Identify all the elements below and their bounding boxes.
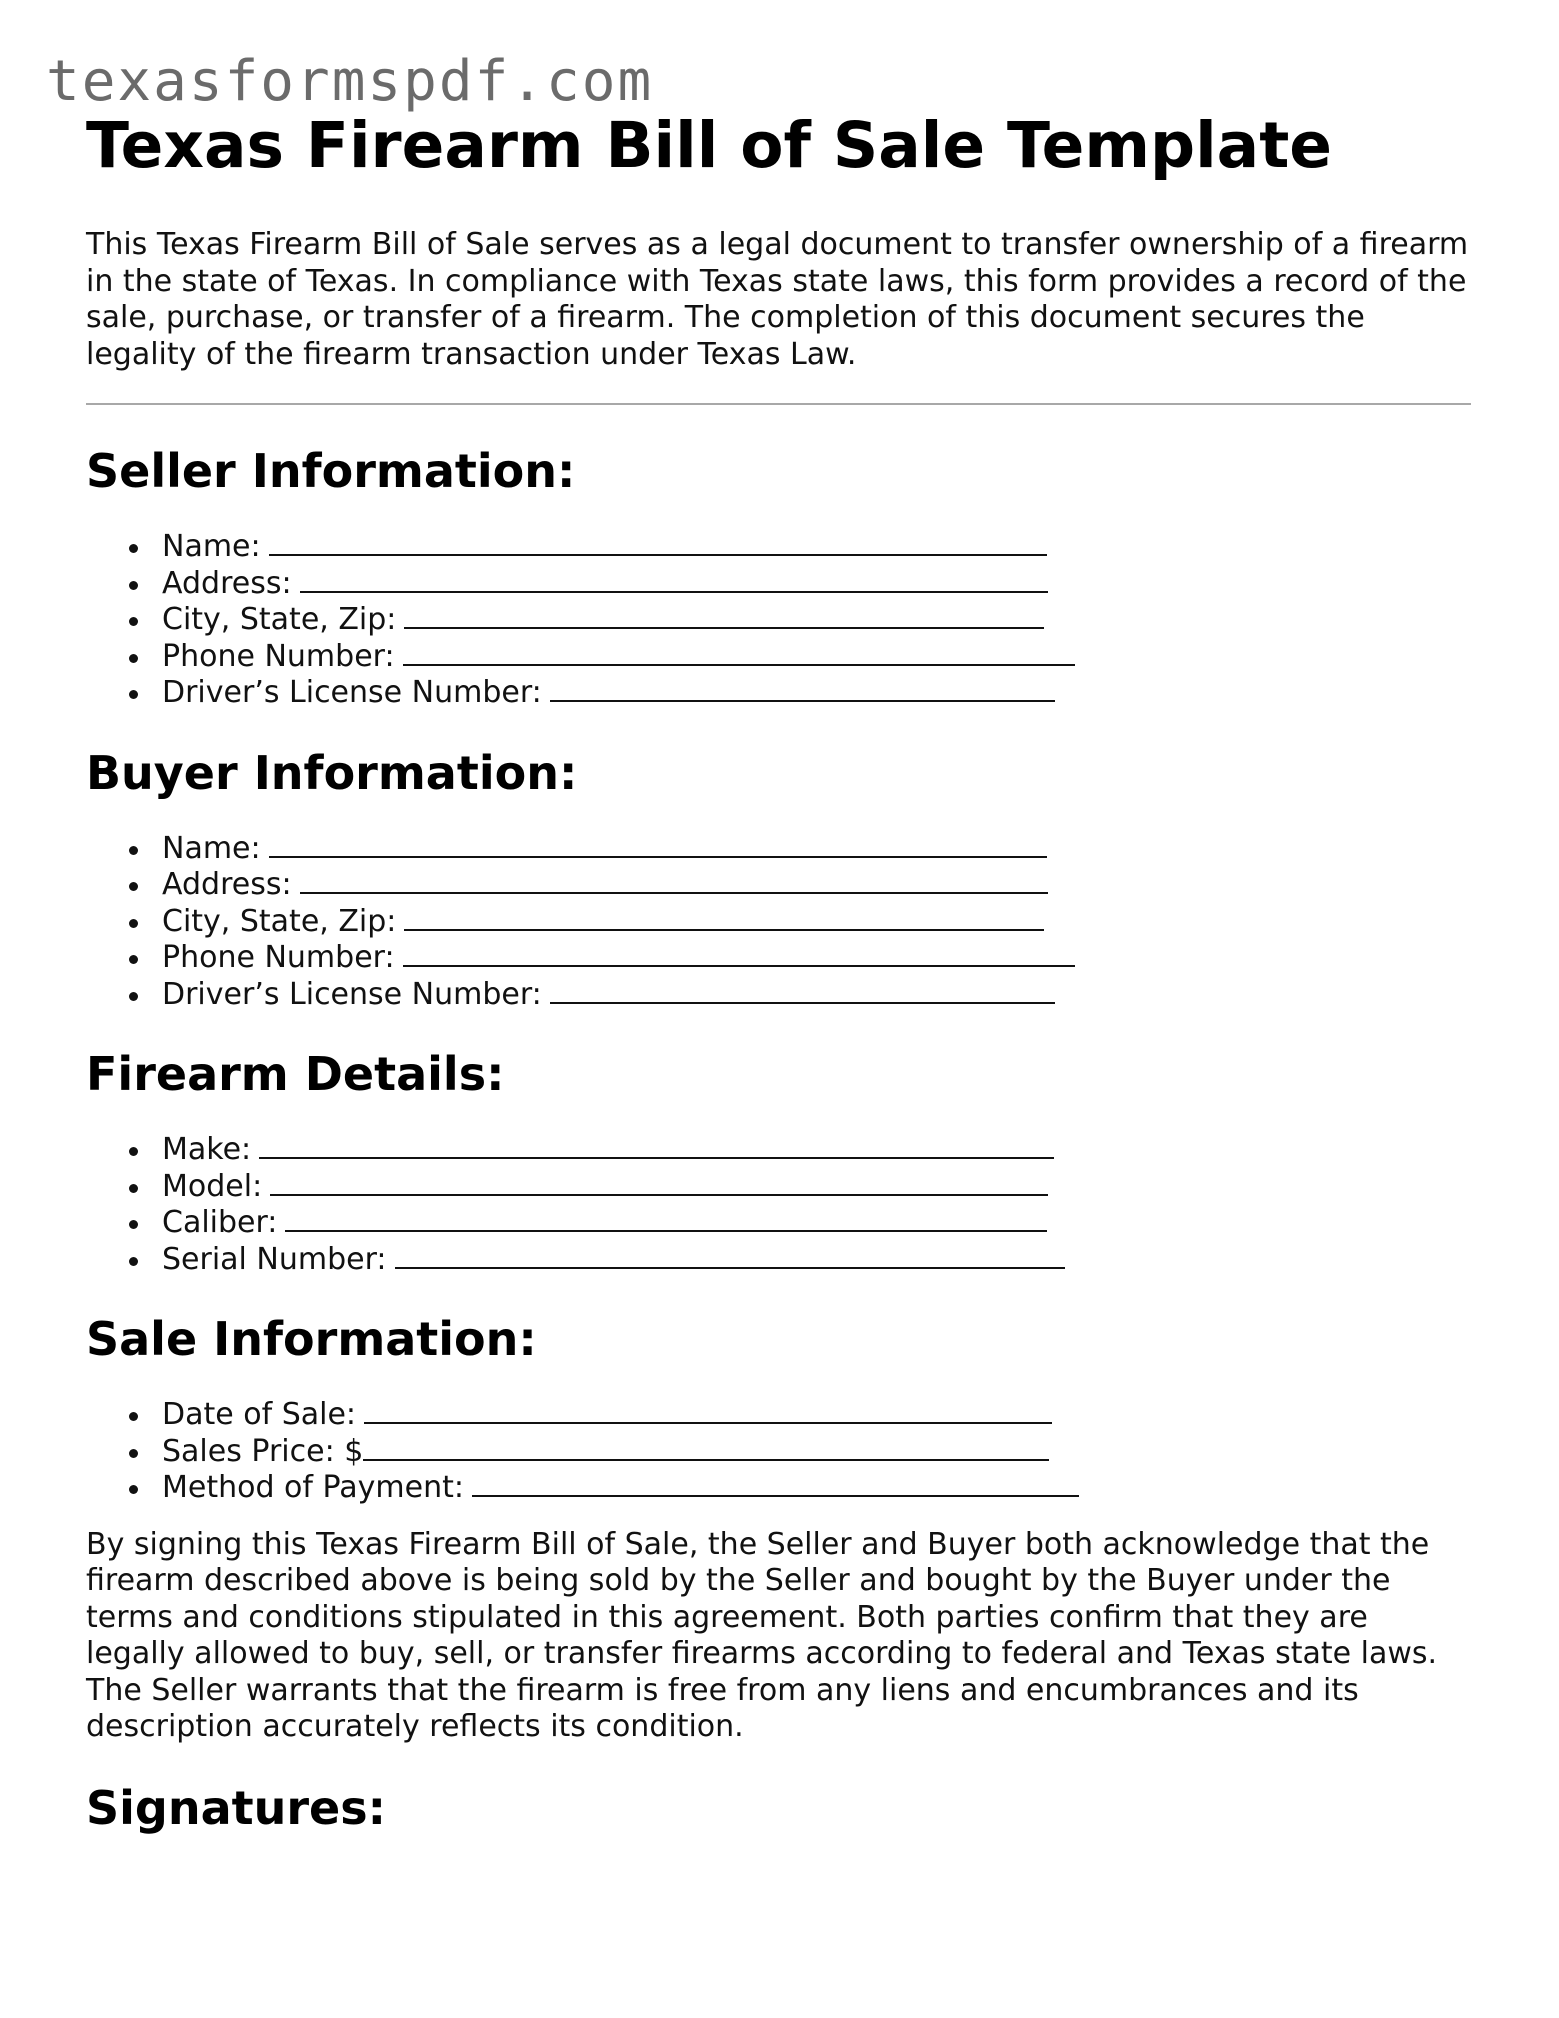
buyer-fields-list <box>86 831 1471 1014</box>
seller-city-state-zip-blank[interactable] <box>404 626 1044 629</box>
buyer-license-blank[interactable] <box>550 1001 1055 1004</box>
field-label: Address: <box>162 867 292 902</box>
firearm-caliber-blank[interactable] <box>285 1229 1047 1232</box>
buyer-name-blank[interactable] <box>269 855 1047 858</box>
buyer-city-state-zip-blank[interactable] <box>404 928 1044 931</box>
seller-name-blank[interactable] <box>269 553 1047 556</box>
page-title: Texas Firearm Bill of Sale Template <box>86 109 1333 182</box>
firearm-serial-field <box>86 1242 1471 1279</box>
sale-date-blank[interactable] <box>364 1421 1052 1424</box>
firearm-model-blank[interactable] <box>270 1193 1048 1196</box>
document-body <box>86 105 1471 1836</box>
firearm-caliber-field <box>86 1205 1471 1242</box>
sale-date-field <box>86 1397 1471 1434</box>
firearm-model-field <box>86 1169 1471 1206</box>
seller-fields-list <box>86 529 1471 712</box>
seller-address-field <box>86 566 1471 603</box>
field-label: Caliber: <box>162 1205 278 1240</box>
sale-payment-method-blank[interactable] <box>472 1494 1079 1497</box>
buyer-address-blank[interactable] <box>300 891 1048 894</box>
sale-fields-list <box>86 1397 1471 1507</box>
buyer-heading: Buyer Information: <box>86 745 578 800</box>
buyer-license-field <box>86 977 1471 1014</box>
buyer-name-field <box>86 831 1471 868</box>
firearm-make-field <box>86 1132 1471 1169</box>
sale-price-field <box>86 1434 1471 1471</box>
divider <box>86 403 1471 405</box>
sale-price-blank[interactable] <box>363 1458 1049 1461</box>
buyer-phone-field <box>86 940 1471 977</box>
field-label: Model: <box>162 1168 263 1204</box>
seller-phone-blank[interactable] <box>403 663 1075 666</box>
firearm-serial-blank[interactable] <box>395 1266 1065 1269</box>
field-label: Serial Number: <box>162 1241 387 1277</box>
field-label: Address: <box>162 565 292 601</box>
sale-heading: Sale Information: <box>86 1312 537 1366</box>
field-label: Date of Sale: <box>162 1397 357 1432</box>
field-label: Method of Payment: <box>162 1470 464 1505</box>
seller-license-blank[interactable] <box>550 699 1055 702</box>
site-watermark: texasformspdf.com <box>46 49 654 114</box>
firearm-make-blank[interactable] <box>259 1156 1054 1159</box>
seller-city-state-zip-field <box>86 602 1471 639</box>
buyer-address-field <box>86 867 1471 904</box>
field-label: Make: <box>162 1132 252 1167</box>
seller-address-blank[interactable] <box>300 590 1048 593</box>
signatures-heading: Signatures: <box>86 1780 387 1835</box>
firearm-heading: Firearm Details: <box>86 1047 505 1101</box>
field-label: City, State, Zip: <box>162 602 397 637</box>
seller-phone-field <box>86 639 1471 676</box>
buyer-city-state-zip-field <box>86 904 1471 941</box>
field-label: Name: <box>162 529 261 564</box>
firearm-fields-list <box>86 1132 1471 1278</box>
field-label: Sales Price: $ <box>162 1433 364 1469</box>
sale-payment-method-field <box>86 1470 1471 1507</box>
field-label: Name: <box>162 830 261 866</box>
field-label: Driver’s License Number: <box>162 675 542 710</box>
buyer-phone-blank[interactable] <box>403 964 1075 967</box>
field-label: Driver’s License Number: <box>162 976 542 1012</box>
field-label: Phone Number: <box>162 940 395 975</box>
field-label: City, State, Zip: <box>162 903 397 939</box>
field-label: Phone Number: <box>162 638 395 674</box>
seller-name-field <box>86 529 1471 566</box>
seller-heading: Seller Information: <box>86 444 576 498</box>
seller-license-field <box>86 675 1471 712</box>
closing-paragraph: By signing this Texas Firearm Bill of Sale, the Seller and Buyer both acknowledge that the firearm described above is being sold by the Seller and bought by the Buyer under the terms and conditions stipulated in this agreement. Both parties confirm that they are legally allowed to buy, sell, or transfer firearms according to federal and Texas state laws. The Seller warrants that the firearm is free from any liens and encumbrances and its description accurately reflects its condition. <box>86 1526 1438 1744</box>
intro-paragraph: This Texas Firearm Bill of Sale serves as a legal document to transfer ownership of a firearm in the state of Texas. In compliance with Texas state laws, this form provides a record of the sale, purchase, or transfer of a firearm. The completion of this document secures the legality of the firearm transaction under Texas Law. <box>86 227 1469 372</box>
